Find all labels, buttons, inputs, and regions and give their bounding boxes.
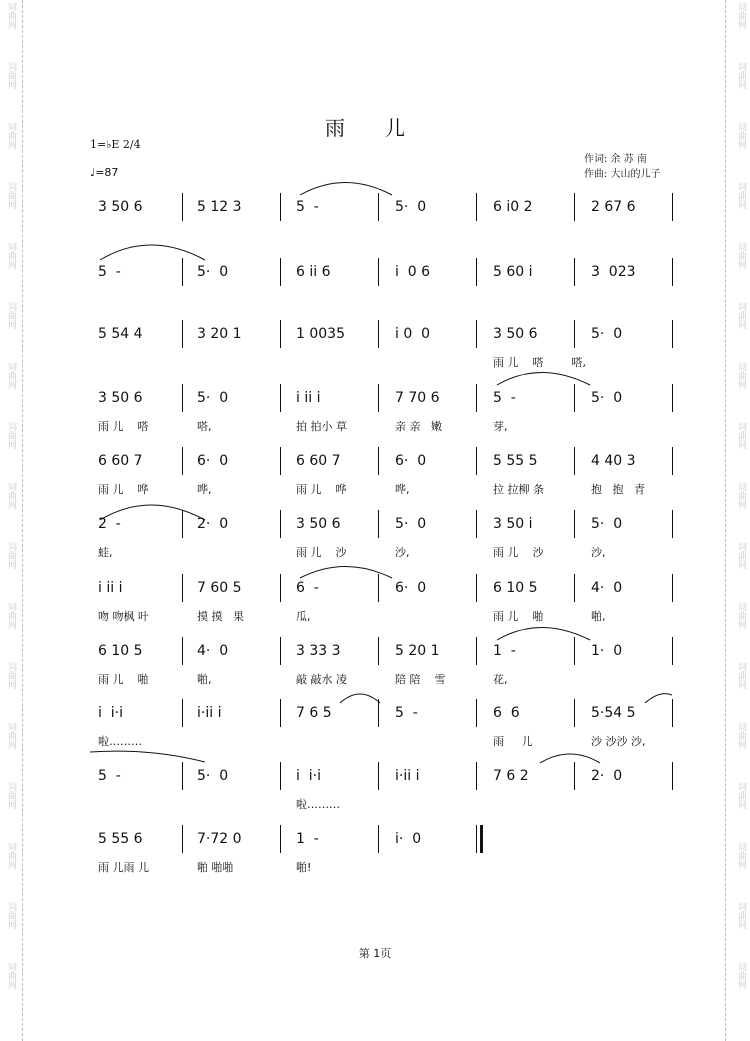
song-title: 雨儿 xyxy=(325,116,445,140)
watermark-text: 词曲网 xyxy=(736,122,746,149)
watermark-text: 词曲网 xyxy=(6,782,16,809)
measure: 7 60 5 xyxy=(197,580,242,596)
watermark-text: 词曲网 xyxy=(6,242,16,269)
watermark-text: 词曲网 xyxy=(736,722,746,749)
watermark-text: 词曲网 xyxy=(736,302,746,329)
lyric: 雨 儿 哗 xyxy=(98,483,149,496)
watermark-text: 词曲网 xyxy=(6,542,16,569)
lyric: 拉 拉柳 条 xyxy=(493,483,544,496)
measure: 5 55 5 xyxy=(493,453,538,469)
lyric: 雨 儿雨 儿 xyxy=(98,861,149,874)
slur-arc xyxy=(90,751,205,762)
watermark-text: 词曲网 xyxy=(6,422,16,449)
measure: i·ii i xyxy=(395,768,420,784)
watermark-text: 词曲网 xyxy=(736,602,746,629)
key-signature: 1=♭E 2/4 xyxy=(90,138,141,151)
watermark-text: 词曲网 xyxy=(736,902,746,929)
watermark-text: 词曲网 xyxy=(6,602,16,629)
lyric: 沙 沙沙 沙, xyxy=(591,735,646,748)
measure: i·ii i xyxy=(197,705,222,721)
measure: 3 023 xyxy=(591,264,636,280)
measure: i i·i xyxy=(296,768,322,784)
watermark-text: 词曲网 xyxy=(736,962,746,989)
watermark-text: 词曲网 xyxy=(6,2,16,29)
watermark-text: 词曲网 xyxy=(6,962,16,989)
measure: 6 60 7 xyxy=(98,453,143,469)
measure: 6 ii 6 xyxy=(296,264,331,280)
lyric: 嗒, xyxy=(197,420,212,433)
watermark-text: 词曲网 xyxy=(736,2,746,29)
page-number: 第 1页 xyxy=(358,947,392,960)
measure: 6 60 7 xyxy=(296,453,341,469)
measure: 6 i0 2 xyxy=(493,199,533,215)
lyric: 芽, xyxy=(493,420,508,433)
watermark-text: 词曲网 xyxy=(6,842,16,869)
lyric: 啪 啪啪 xyxy=(197,861,234,874)
lyric: 雨 儿 xyxy=(493,735,533,748)
lyric: 花, xyxy=(493,673,508,686)
lyricist-credit: 作词: 余 苏 南 xyxy=(584,154,647,165)
watermark-text: 词曲网 xyxy=(736,362,746,389)
measure: 7·72 0 xyxy=(197,831,242,847)
composer-credit: 作曲: 大山的儿子 xyxy=(584,169,661,180)
lyric: 敲 敲水 凌 xyxy=(296,673,347,686)
tempo-mark: ♩=87 xyxy=(90,166,119,179)
measure: i· 0 xyxy=(395,831,422,847)
lyric: 哗, xyxy=(197,483,212,496)
measure: 6 6 xyxy=(493,705,520,721)
watermark-text: 词曲网 xyxy=(6,182,16,209)
measure: 7 70 6 xyxy=(395,390,440,406)
measure: 5 54 4 xyxy=(98,326,143,342)
measure: 5· 0 xyxy=(197,768,229,784)
lyric: 陪 陪 雪 xyxy=(395,673,446,686)
measure: 5· 0 xyxy=(395,516,427,532)
slur-arc xyxy=(497,628,590,641)
measure: 5 12 3 xyxy=(197,199,242,215)
watermark-text: 词曲网 xyxy=(736,782,746,809)
measure: i i·i xyxy=(98,705,124,721)
lyric: 雨 儿 啪 xyxy=(493,610,544,623)
measure: 3 50 6 xyxy=(493,326,538,342)
lyric: 沙, xyxy=(591,546,606,559)
measure: 1 - xyxy=(296,831,319,847)
lyric: 雨 儿 沙 xyxy=(493,546,544,559)
watermark-text: 词曲网 xyxy=(6,122,16,149)
measure: 2 - xyxy=(98,516,121,532)
lyric: 亲 亲 嫩 xyxy=(395,420,442,433)
measure: 5· 0 xyxy=(395,199,427,215)
measure: 6 - xyxy=(296,580,319,596)
lyric: 瓜, xyxy=(296,610,311,623)
watermark-text: 词曲网 xyxy=(736,62,746,89)
measure: 2 67 6 xyxy=(591,199,636,215)
lyric: 抱 抱 青 xyxy=(591,483,645,496)
lyric: 啦……… xyxy=(98,735,142,748)
lyric: 啦……… xyxy=(296,798,340,811)
measure: 4 40 3 xyxy=(591,453,636,469)
lyric: 啪! xyxy=(296,861,312,874)
measure: 1 0035 xyxy=(296,326,345,342)
measure: 6 10 5 xyxy=(98,643,143,659)
watermark-text: 词曲网 xyxy=(736,422,746,449)
measure: 6· 0 xyxy=(395,453,427,469)
measure: 7 6 5 xyxy=(296,705,332,721)
lyric: 沙, xyxy=(395,546,410,559)
watermark-text: 词曲网 xyxy=(736,842,746,869)
watermark-text: 词曲网 xyxy=(6,662,16,689)
lyric: 雨 儿 哗 xyxy=(296,483,347,496)
measure: 5·54 5 xyxy=(591,705,636,721)
measure: 6 10 5 xyxy=(493,580,538,596)
measure: 1· 0 xyxy=(591,643,623,659)
measure: 3 50 6 xyxy=(296,516,341,532)
measure: 4· 0 xyxy=(591,580,623,596)
measure: 5· 0 xyxy=(591,390,623,406)
measure: 3 50 6 xyxy=(98,390,143,406)
lyric: 拍 拍小 草 xyxy=(296,420,347,433)
slur-arc xyxy=(340,694,380,703)
measure: 6· 0 xyxy=(395,580,427,596)
measure: 3 20 1 xyxy=(197,326,242,342)
measure: i ii i xyxy=(98,580,123,596)
measure: 3 50 6 xyxy=(98,199,143,215)
measure: 3 33 3 xyxy=(296,643,341,659)
watermark-text: 词曲网 xyxy=(6,902,16,929)
measure: 2· 0 xyxy=(591,768,623,784)
slur-arc xyxy=(100,505,205,520)
measure: 5 - xyxy=(296,199,319,215)
measure: 5· 0 xyxy=(197,390,229,406)
watermark-text: 词曲网 xyxy=(736,182,746,209)
measure: 5· 0 xyxy=(591,326,623,342)
measure: 2· 0 xyxy=(197,516,229,532)
slur-arc xyxy=(540,754,600,763)
lyric: 啪, xyxy=(591,610,606,623)
measure: 5· 0 xyxy=(197,264,229,280)
measure: 5 - xyxy=(493,390,516,406)
measure: 5 - xyxy=(395,705,418,721)
measure: 5 55 6 xyxy=(98,831,143,847)
lyric: 摸 摸 果 xyxy=(197,610,244,623)
watermark-text: 词曲网 xyxy=(736,542,746,569)
slur-arc xyxy=(497,373,590,386)
lyric: 雨 儿 嗒 嗒, xyxy=(493,356,586,369)
measure: 5 20 1 xyxy=(395,643,440,659)
watermark-text: 词曲网 xyxy=(6,62,16,89)
slur-arc xyxy=(300,183,392,196)
watermark-text: 词曲网 xyxy=(6,722,16,749)
slur-arc xyxy=(645,694,672,703)
slur-arc xyxy=(100,245,205,260)
slur-arc xyxy=(300,567,392,579)
watermark-text: 词曲网 xyxy=(6,302,16,329)
measure: i 0 6 xyxy=(395,264,431,280)
lyric: 哗, xyxy=(395,483,410,496)
measure: 5 - xyxy=(98,264,121,280)
watermark-text: 词曲网 xyxy=(6,482,16,509)
measure: 5 60 i xyxy=(493,264,533,280)
measure: 7 6 2 xyxy=(493,768,529,784)
watermark-text: 词曲网 xyxy=(736,482,746,509)
measure: 4· 0 xyxy=(197,643,229,659)
watermark-text: 词曲网 xyxy=(736,242,746,269)
watermark-text: 词曲网 xyxy=(736,662,746,689)
measure: 5 - xyxy=(98,768,121,784)
watermark-text: 词曲网 xyxy=(6,362,16,389)
measure: 6· 0 xyxy=(197,453,229,469)
measure: 1 - xyxy=(493,643,516,659)
lyric: 雨 儿 啪 xyxy=(98,673,149,686)
lyric: 啪, xyxy=(197,673,212,686)
lyric: 蛙, xyxy=(98,546,113,559)
lyric: 雨 儿 嗒 xyxy=(98,420,149,433)
lyric: 雨 儿 沙 xyxy=(296,546,347,559)
measure: 3 50 i xyxy=(493,516,533,532)
measure: i 0 0 xyxy=(395,326,431,342)
lyric: 吻 吻枫 叶 xyxy=(98,610,149,623)
measure: i ii i xyxy=(296,390,321,406)
measure: 5· 0 xyxy=(591,516,623,532)
